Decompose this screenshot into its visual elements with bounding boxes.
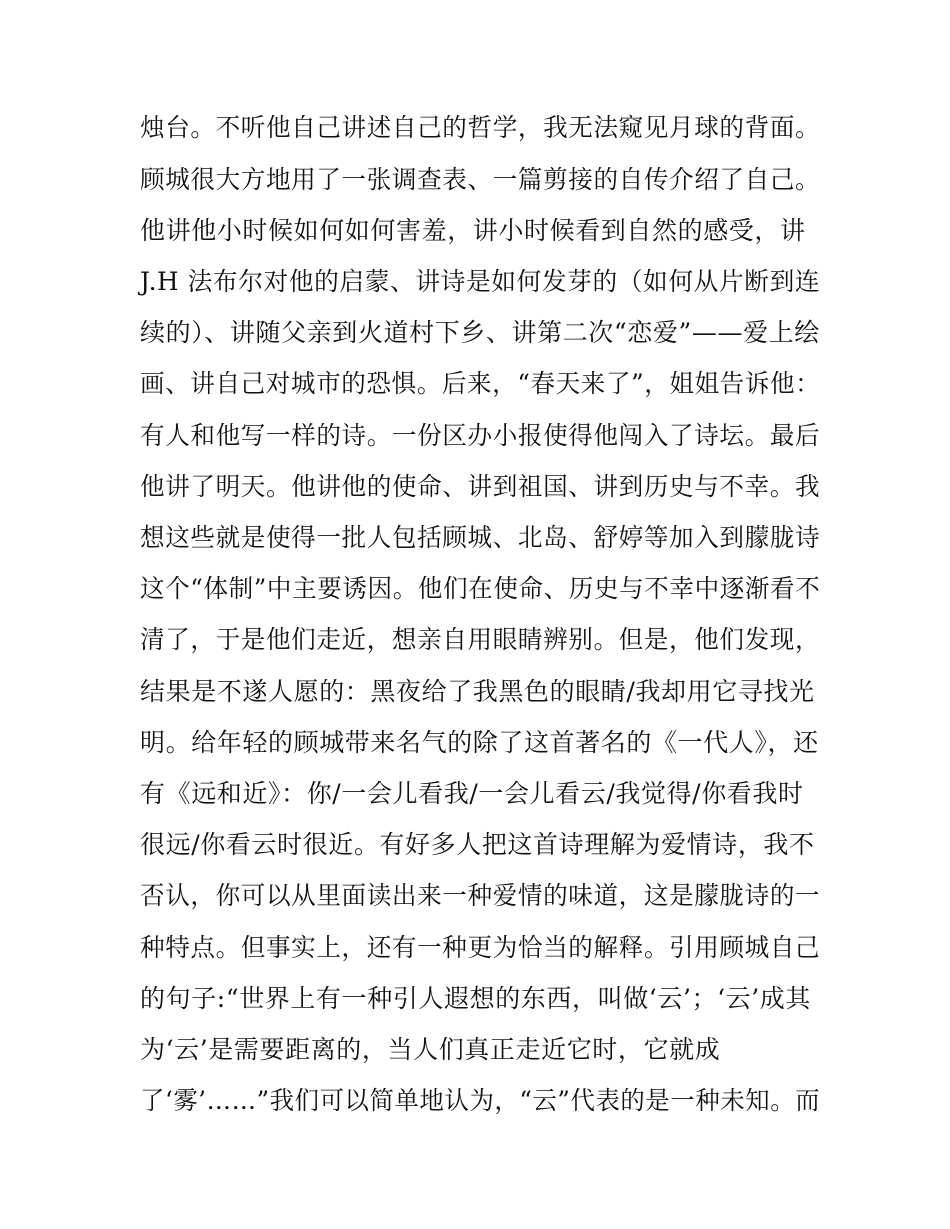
text-line: 结果是不遂人愿的：黑夜给了我黑色的眼睛/我却用它寻找光 [140,677,815,706]
text-line: 为‘云’是需要距离的，当人们真正走近它时，它就成 [140,1035,721,1064]
text-line: 画、讲自己对城市的恐惧。后来，“春天来了”，姐姐告诉他： [140,369,821,398]
text-line: 续的）、讲随父亲到火道村下乡、讲第二次“恋爱”——爱上绘 [140,318,820,347]
text-line: 他讲他小时候如何如何害羞，讲小时候看到自然的感受，讲 [140,216,806,245]
text-line: 种特点。但事实上，还有一种更为恰当的解释。引用顾城自己 [140,933,821,962]
text-line: 这个“体制”中主要诱因。他们在使命、历史与不幸中逐渐看不 [140,574,821,603]
text-line: 有《远和近》：你/一会儿看我/一会儿看云/我觉得/你看我时 [140,779,804,808]
text-line: 他讲了明天。他讲他的使命、讲到祖国、讲到历史与不幸。我 [140,472,821,501]
text-line: 烛台。不听他自己讲述自己的哲学，我无法窥见月球的背面。 [140,113,821,142]
text-line: 很远/你看云时很近。有好多人把这首诗理解为爱情诗，我不 [140,830,815,859]
text-line: 的句子:“世界上有一种引人遐想的东西，叫做‘云’；‘云’成其 [140,984,811,1013]
text-line: 了‘雾’……”我们可以简单地认为，“云”代表的是一种未知。而 [140,1086,821,1115]
text-line: 否认，你可以从里面读出来一种爱情的味道，这是朦胧诗的一 [140,881,821,910]
text-line: J.H 法布尔对他的启蒙、讲诗是如何发芽的（如何从片断到连 [140,267,821,296]
text-line: 有人和他写一样的诗。一份区办小报使得他闯入了诗坛。最后 [140,421,821,450]
text-line: 清了，于是他们走近，想亲自用眼睛辨别。但是，他们发现， [140,625,821,654]
text-line: 想这些就是使得一批人包括顾城、北岛、舒婷等加入到朦胧诗 [140,523,821,552]
text-line: 顾城很大方地用了一张调查表、一篇剪接的自传介绍了自己。 [140,165,821,194]
text-line: 明。给年轻的顾城带来名气的除了这首著名的《一代人》，还 [140,728,819,757]
